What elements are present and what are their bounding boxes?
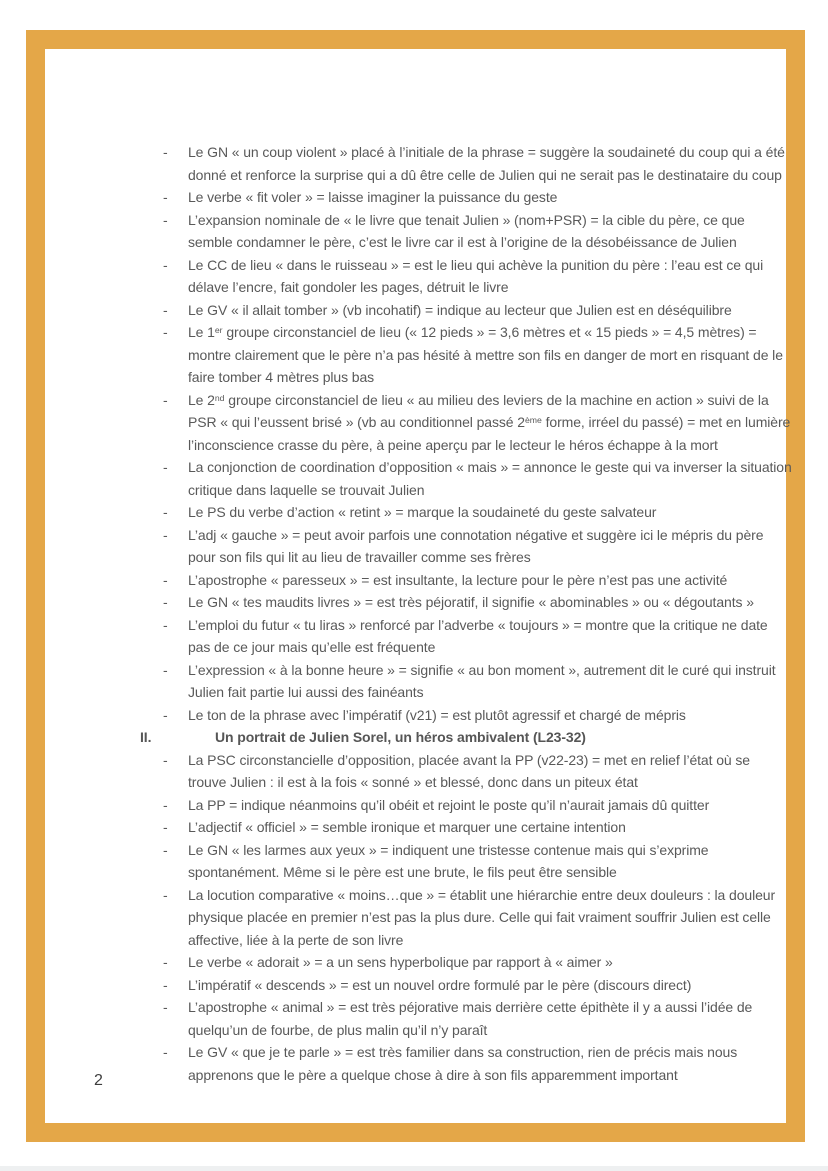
bullet-dash: - [163,211,168,228]
bullet-dash: - [163,189,168,205]
bullet-dash: - [163,571,168,588]
list-item-text: Le GN « un coup violent » placé à l’initiale de la phrase = suggère la soudaineté du coup qui a été donné et renforce la surprise qui a dû être celle de Julien qui ne serait pas le destinataire du coup [188,144,785,183]
bullet-dash: - [163,301,168,318]
bullet-dash: - [163,594,168,610]
list-item-text: Le 2nd groupe circonstanciel de lieu « au milieu des leviers de la machine en action » suivi de la PSR « qui l’eussent brisé » (vb au conditionnel passé 2ème forme, irréel du passé) = met en lumière l’inconscience crasse du père, à peine aperçu par le lecteur le héros échappe à la mort [188,391,791,453]
list-item-text: Le GV « il allait tomber » (vb incohatif) = indique au lecteur que Julien est en déséquilibre [188,301,732,318]
bullet-dash: - [163,391,168,408]
list-item [163,996,792,1041]
list-item [163,389,792,457]
bullet-dash: - [163,526,168,543]
bullet-dash: - [163,886,168,903]
list-item-text: L’adjectif « officiel » = semble ironique et marquer une certaine intention [188,819,626,835]
list-item-text: L’apostrophe « animal » = est très péjorative mais derrière cette épithète il y a aussi l’idée de quelqu’un de fourbe, de plus malin qu’il n’y paraît [188,999,753,1038]
list-item [163,704,792,727]
list-item [163,209,792,254]
list-item-text: L’expansion nominale de « le livre que tenait Julien » (nom+PSR) = la cible du père, ce que semble condamner le père, c’est le livre car il est à l’origine de la désobéissance de Julien [188,211,745,250]
list-item-text: La PSC circonstancielle d’opposition, placée avant la PP (v22-23) = met en relief l’état où se trouve Julien : il est à la fois « sonné » et blessé, donc dans un piteux état [188,751,750,790]
bullet-dash: - [163,144,168,160]
list-item-text: L’emploi du futur « tu liras » renforcé par l’adverbe « toujours » = montre que la critique ne date pas de ce jour mais qu’elle est fréquente [188,616,768,655]
list-item [163,659,792,704]
list-item-text: Le verbe « adorait » = a un sens hyperbolique par rapport à « aimer » [188,954,613,970]
list-item [163,254,792,299]
list-item-text: La PP = indique néanmoins qu’il obéit et rejoint le poste qu’il n’aurait jamais dû quitter [188,796,710,813]
list-item-text: Le PS du verbe d’action « retint » = marque la soudaineté du geste salvateur [188,504,657,520]
list-item [163,524,792,569]
list-item [163,974,792,997]
bullet-dash: - [163,954,168,970]
list-item-text: Le CC de lieu « dans le ruisseau » = est le lieu qui achève la punition du père : l’eau est ce qui délave l’encre, fait gondoler les pages, détruit le livre [188,256,764,295]
list-item [163,749,792,794]
section-heading-numeral: II. [140,729,152,745]
list-item [163,186,792,209]
list-item [163,569,792,592]
list-item-text: L’impératif « descends » = est un nouvel ordre formulé par le père (discours direct) [188,976,692,993]
list-item-text: Le ton de la phrase avec l’impératif (v21) = est plutôt agressif et chargé de mépris [188,706,686,723]
bullet-dash: - [163,706,168,723]
notes-list [91,97,828,1086]
section-heading [140,726,792,749]
list-item-text: L’expression « à la bonne heure » = signifie « au bon moment », autrement dit le curé qui instruit Julien fait partie lui aussi des fainéants [188,661,776,700]
list-item-text: Le GN « tes maudits livres » = est très péjoratif, il signifie « abominables » ou « dégoutants » [188,594,754,610]
page-border-frame [26,30,805,1142]
bullet-dash: - [163,796,168,813]
bullet-dash: - [163,999,168,1015]
bullet-dash: - [163,1044,168,1060]
list-item [163,591,792,614]
list-item [163,299,792,322]
section-heading-title: Un portrait de Julien Sorel, un héros ambivalent (L23-32) [215,729,586,745]
list-item [163,501,792,524]
list-item [163,614,792,659]
list-item-text: Le GV « que je te parle » = est très familier dans sa construction, rien de précis mais nous apprenons que le père a quelque chose à dire à son fils apparemment important [188,1044,738,1083]
list-item-text: Le 1er groupe circonstanciel de lieu (« 12 pieds » = 3,6 mètres et « 15 pieds » = 4,5 mètres) = montre clairement que le père n’a pas hésité à mettre son fils en danger de mort en risquant de le faire tomber 4 mètres plus bas [188,324,783,385]
list-item [163,141,792,186]
bullet-dash: - [163,661,168,678]
list-item [163,456,792,501]
list-item-text: Le GN « les larmes aux yeux » = indiquent une tristesse contenue mais qui s’exprime spontanément. Même si le père est une brute, le fils peut être sensible [188,841,709,880]
list-item-text: L’adj « gauche » = peut avoir parfois une connotation négative et suggère ici le mépris du père pour son fils qui lit au lieu de travailler comme ses frères [188,526,764,565]
list-item [163,816,792,839]
bullet-dash: - [163,256,168,273]
bullet-dash: - [163,616,168,633]
list-item [163,951,792,974]
page-bottom-edge [0,1166,828,1171]
list-item [163,1041,792,1086]
list-item [163,884,792,952]
page-number: 2 [94,1072,103,1089]
list-item [163,839,792,884]
list-item-text: La conjonction de coordination d’opposition « mais » = annonce le geste qui va inverser la situation critique dans laquelle se trouvait Julien [188,459,792,498]
bullet-dash: - [163,504,168,520]
list-item-text: Le verbe « fit voler » = laisse imaginer la puissance du geste [188,189,558,205]
bullet-dash: - [163,751,168,768]
bullet-dash: - [163,324,168,340]
bullet-dash: - [163,819,168,835]
list-item-text: L’apostrophe « paresseux » = est insultante, la lecture pour le père n’est pas une activité [188,571,728,588]
bullet-dash: - [163,976,168,993]
list-item-text: La locution comparative « moins…que » = établit une hiérarchie entre deux douleurs : la douleur physique placée en premier n’est pas la plus dure. Celle qui fait vraiment souffrir Julien est celle affective, liée à la perte de son livre [188,886,776,948]
bullet-dash: - [163,841,168,858]
list-item [163,794,792,817]
list-item [163,321,792,389]
bullet-dash: - [163,459,168,475]
